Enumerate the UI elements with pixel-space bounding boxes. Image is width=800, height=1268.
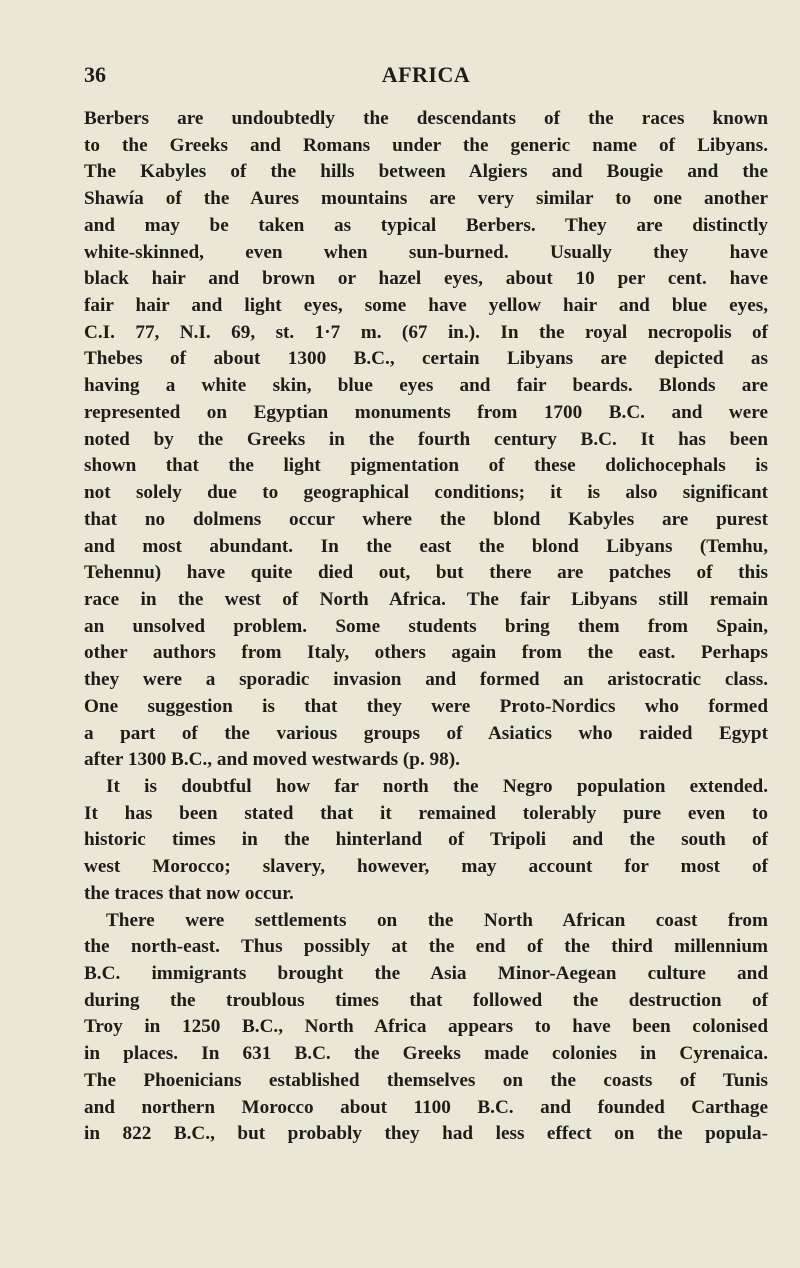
text-line: It has been stated that it remained tolerably pure even to	[84, 802, 768, 824]
text-line: in 822 B.C., but probably they had less effect on the popula-	[84, 1123, 768, 1145]
text-line: other authors from Italy, others again from the east. Perhaps	[84, 642, 768, 664]
text-line: B.C. immigrants brought the Asia Minor-Aegean culture and	[84, 963, 768, 984]
text-line: fair hair and light eyes, some have yellow hair and blue eyes,	[84, 295, 768, 317]
text-line: black hair and brown or hazel eyes, about 10 per cent. have	[84, 268, 768, 290]
text-line: an unsolved problem. Some students bring them from Spain,	[84, 615, 768, 637]
body-text	[84, 106, 768, 1148]
text-line: a part of the various groups of Asiatics who raided Egypt	[84, 722, 768, 744]
text-line: Shawía of the Aures mountains are very similar to one another	[84, 188, 768, 210]
text-line: after 1300 B.C., and moved westwards (p. 98).	[84, 749, 460, 771]
text-line: during the troublous times that followed the destruction of	[84, 989, 768, 1011]
text-line: to the Greeks and Romans under the generic name of Libyans.	[84, 134, 768, 156]
text-line: The Phoenicians established themselves on the coasts of Tunis	[84, 1069, 768, 1091]
text-line: race in the west of North Africa. The fair Libyans still remain	[84, 588, 768, 610]
text-line: There were settlements on the North African coast from	[106, 909, 768, 931]
text-line: not solely due to geographical conditions; it is also significant	[84, 482, 768, 504]
text-line: Troy in 1250 B.C., North Africa appears to have been colonised	[84, 1016, 768, 1038]
text-line: Thebes of about 1300 B.C., certain Libyans are depicted as	[84, 348, 768, 370]
text-line: noted by the Greeks in the fourth century B.C. It has been	[84, 428, 768, 450]
text-line: C.I. 77, N.I. 69, st. 1·7 m. (67 in.). In the royal necropolis of	[84, 321, 768, 343]
page-header	[84, 60, 768, 94]
text-line: the north-east. Thus possibly at the end of the third millennium	[84, 936, 768, 958]
text-line: and may be taken as typical Berbers. They are distinctly	[84, 214, 768, 236]
text-line: Berbers are undoubtedly the descendants of the races known	[84, 108, 768, 129]
text-line: that no dolmens occur where the blond Kabyles are purest	[84, 508, 768, 530]
text-line: in places. In 631 B.C. the Greeks made colonies in Cyrenaica.	[84, 1043, 768, 1065]
text-line: historic times in the hinterland of Tripoli and the south of	[84, 829, 768, 851]
text-line: It is doubtful how far north the Negro population extended.	[106, 775, 768, 797]
page-number: 36	[84, 62, 106, 87]
text-line: represented on Egyptian monuments from 1700 B.C. and were	[84, 401, 768, 423]
text-line: shown that the light pigmentation of these dolichocephals is	[84, 455, 768, 477]
text-line: The Kabyles of the hills between Algiers and Bougie and the	[84, 161, 768, 183]
text-line: having a white skin, blue eyes and fair beards. Blonds are	[84, 375, 768, 397]
text-line: white-skinned, even when sun-burned. Usually they have	[84, 241, 768, 263]
text-line: and most abundant. In the east the blond Libyans (Temhu,	[84, 535, 768, 557]
text-line: Tehennu) have quite died out, but there are patches of this	[84, 562, 768, 584]
text-line: the traces that now occur.	[84, 882, 294, 904]
text-line: they were a sporadic invasion and formed an aristocratic class.	[84, 669, 768, 691]
running-title: AFRICA	[381, 62, 471, 87]
text-line: west Morocco; slavery, however, may account for most of	[84, 856, 768, 878]
text-line: and northern Morocco about 1100 B.C. and founded Carthage	[84, 1096, 768, 1118]
text-line: One suggestion is that they were Proto-Nordics who formed	[84, 695, 768, 717]
